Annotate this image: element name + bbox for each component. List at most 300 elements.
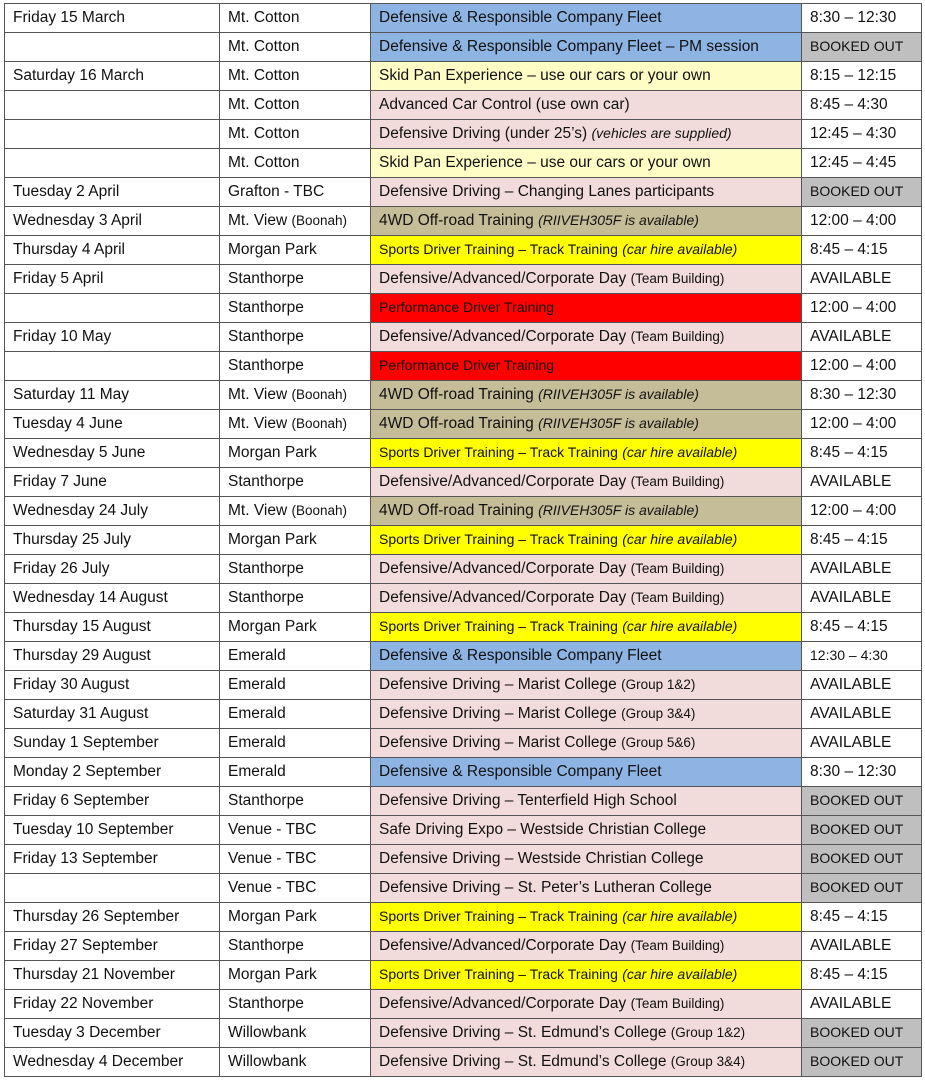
course-text: Defensive Driving – Marist College	[379, 705, 617, 722]
table-row	[5, 613, 922, 642]
table-row	[5, 4, 922, 33]
booked-out-badge: BOOKED OUT	[810, 821, 904, 837]
course-cell	[371, 1019, 802, 1048]
course-note: (Team Building)	[630, 996, 725, 1011]
date-cell	[5, 990, 220, 1019]
course-note: (RIIVEH305F is available)	[538, 502, 699, 518]
venue-note: (Boonah)	[291, 416, 348, 431]
course-text: Defensive/Advanced/Corporate Day	[379, 937, 627, 954]
time-cell	[802, 555, 922, 584]
table-row	[5, 526, 922, 555]
date-text: Thursday 25 July	[13, 531, 132, 548]
table-row	[5, 787, 922, 816]
time-cell	[802, 381, 922, 410]
time-text: 8:30 – 12:30	[810, 386, 897, 403]
course-note: (car hire available)	[622, 618, 738, 634]
venue-cell	[220, 120, 371, 149]
date-cell	[5, 207, 220, 236]
date-cell	[5, 236, 220, 265]
course-cell	[371, 149, 802, 178]
time-cell	[802, 323, 922, 352]
venue-cell	[220, 381, 371, 410]
time-cell	[802, 497, 922, 526]
date-text: Friday 6 September	[13, 792, 150, 809]
venue-cell	[220, 62, 371, 91]
venue-text: Venue - TBC	[228, 879, 317, 896]
venue-text: Morgan Park	[228, 444, 317, 461]
venue-cell	[220, 671, 371, 700]
table-row	[5, 178, 922, 207]
venue-text: Mt. Cotton	[228, 125, 300, 142]
time-text: 12:00 – 4:00	[810, 502, 897, 519]
course-text: Defensive/Advanced/Corporate Day	[379, 473, 627, 490]
venue-text: Mt. Cotton	[228, 9, 300, 26]
venue-text: Morgan Park	[228, 618, 317, 635]
venue-cell	[220, 584, 371, 613]
course-note: (Team Building)	[630, 938, 725, 953]
time-cell	[802, 120, 922, 149]
date-cell	[5, 584, 220, 613]
course-note: (Group 1&2)	[621, 677, 696, 692]
course-text: Defensive/Advanced/Corporate Day	[379, 560, 627, 577]
venue-text: Stanthorpe	[228, 792, 304, 809]
course-note: (Team Building)	[630, 271, 725, 286]
date-cell	[5, 323, 220, 352]
date-text: Wednesday 5 June	[13, 444, 146, 461]
course-note: (vehicles are supplied)	[591, 125, 732, 141]
venue-text: Morgan Park	[228, 531, 317, 548]
date-cell	[5, 120, 220, 149]
course-note: (car hire available)	[622, 444, 738, 460]
course-note: (Group 1&2)	[670, 1025, 746, 1040]
course-cell	[371, 903, 802, 932]
time-cell	[802, 265, 922, 294]
available-status: AVAILABLE	[810, 560, 892, 577]
time-text: 12:45 – 4:45	[810, 154, 897, 171]
date-text: Saturday 11 May	[13, 386, 130, 403]
course-text: Performance Driver Training	[379, 299, 555, 315]
date-cell	[5, 903, 220, 932]
time-cell	[802, 294, 922, 323]
course-note: (Team Building)	[630, 590, 725, 605]
date-cell	[5, 526, 220, 555]
date-text: Thursday 29 August	[13, 647, 151, 664]
course-cell	[371, 410, 802, 439]
venue-cell	[220, 787, 371, 816]
course-text: Defensive & Responsible Company Fleet	[379, 9, 662, 26]
venue-cell	[220, 352, 371, 381]
venue-text: Mt. Cotton	[228, 38, 300, 55]
time-cell	[802, 236, 922, 265]
date-text: Thursday 15 August	[13, 618, 151, 635]
venue-cell	[220, 294, 371, 323]
venue-text: Grafton - TBC	[228, 183, 325, 200]
venue-note: (Boonah)	[291, 387, 348, 402]
venue-cell	[220, 816, 371, 845]
available-status: AVAILABLE	[810, 328, 892, 345]
table-row	[5, 932, 922, 961]
course-text: Skid Pan Experience – use our cars or your own	[379, 154, 711, 171]
venue-cell	[220, 642, 371, 671]
course-text: Defensive & Responsible Company Fleet	[379, 763, 662, 780]
course-text: Defensive/Advanced/Corporate Day	[379, 995, 627, 1012]
table-row	[5, 700, 922, 729]
time-cell	[802, 207, 922, 236]
available-status: AVAILABLE	[810, 676, 892, 693]
available-status: AVAILABLE	[810, 270, 892, 287]
time-cell	[802, 671, 922, 700]
date-text: Friday 22 November	[13, 995, 154, 1012]
course-note: (Team Building)	[630, 474, 725, 489]
course-text: Defensive Driving – Changing Lanes participants	[379, 183, 715, 200]
course-text: Defensive Driving – St. Edmund’s College	[379, 1024, 667, 1041]
date-cell	[5, 294, 220, 323]
course-cell	[371, 323, 802, 352]
booked-out-badge: BOOKED OUT	[810, 1024, 904, 1040]
table-row	[5, 758, 922, 787]
course-note: (Group 3&4)	[621, 706, 696, 721]
course-note: (Group 3&4)	[670, 1054, 746, 1069]
date-text: Thursday 4 April	[13, 241, 125, 258]
course-text: Performance Driver Training	[379, 357, 555, 373]
venue-text: Stanthorpe	[228, 589, 304, 606]
course-cell	[371, 932, 802, 961]
date-text: Friday 10 May	[13, 328, 112, 345]
course-text: Defensive/Advanced/Corporate Day	[379, 589, 627, 606]
venue-cell	[220, 555, 371, 584]
time-cell	[802, 961, 922, 990]
table-row	[5, 468, 922, 497]
course-text: Defensive/Advanced/Corporate Day	[379, 270, 627, 287]
venue-cell	[220, 33, 371, 62]
time-text: 12:45 – 4:30	[810, 125, 897, 142]
venue-cell	[220, 903, 371, 932]
course-cell	[371, 265, 802, 294]
venue-cell	[220, 439, 371, 468]
time-text: 8:45 – 4:15	[810, 618, 888, 635]
date-text: Friday 15 March	[13, 9, 125, 26]
venue-cell	[220, 613, 371, 642]
date-text: Saturday 16 March	[13, 67, 144, 84]
venue-cell	[220, 265, 371, 294]
date-cell	[5, 613, 220, 642]
booked-out-badge: BOOKED OUT	[810, 850, 904, 866]
venue-cell	[220, 729, 371, 758]
time-cell	[802, 1019, 922, 1048]
course-text: 4WD Off-road Training	[379, 386, 534, 403]
time-cell	[802, 816, 922, 845]
course-cell	[371, 961, 802, 990]
venue-text: Morgan Park	[228, 908, 317, 925]
course-cell	[371, 642, 802, 671]
course-text: Sports Driver Training – Track Training	[379, 908, 618, 924]
venue-cell	[220, 149, 371, 178]
course-cell	[371, 294, 802, 323]
course-cell	[371, 497, 802, 526]
venue-cell	[220, 323, 371, 352]
time-text: 8:30 – 12:30	[810, 763, 897, 780]
table-row	[5, 62, 922, 91]
booked-out-badge: BOOKED OUT	[810, 879, 904, 895]
venue-cell	[220, 468, 371, 497]
time-cell	[802, 91, 922, 120]
course-note: (RIIVEH305F is available)	[538, 212, 699, 228]
table-row	[5, 1048, 922, 1077]
date-text: Tuesday 10 September	[13, 821, 174, 838]
date-text: Friday 26 July	[13, 560, 110, 577]
schedule-body	[5, 4, 922, 1077]
date-text: Sunday 1 September	[13, 734, 159, 751]
venue-text: Venue - TBC	[228, 821, 317, 838]
date-text: Thursday 26 September	[13, 908, 180, 925]
date-cell	[5, 874, 220, 903]
date-cell	[5, 468, 220, 497]
time-cell	[802, 439, 922, 468]
table-row	[5, 294, 922, 323]
course-cell	[371, 207, 802, 236]
time-cell	[802, 584, 922, 613]
table-row	[5, 961, 922, 990]
time-cell	[802, 932, 922, 961]
time-text: 12:00 – 4:00	[810, 357, 897, 374]
venue-cell	[220, 932, 371, 961]
course-text: Defensive Driving (under 25’s)	[379, 125, 588, 142]
table-row	[5, 410, 922, 439]
venue-text: Stanthorpe	[228, 560, 304, 577]
date-cell	[5, 729, 220, 758]
date-cell	[5, 961, 220, 990]
date-cell	[5, 352, 220, 381]
time-text: 12:00 – 4:00	[810, 299, 897, 316]
course-text: Defensive Driving – Marist College	[379, 734, 617, 751]
available-status: AVAILABLE	[810, 473, 892, 490]
venue-text: Emerald	[228, 734, 286, 751]
date-text: Tuesday 2 April	[13, 183, 120, 200]
venue-cell	[220, 1048, 371, 1077]
available-status: AVAILABLE	[810, 995, 892, 1012]
table-row	[5, 642, 922, 671]
table-row	[5, 33, 922, 62]
time-text: 12:00 – 4:00	[810, 212, 897, 229]
table-row	[5, 990, 922, 1019]
venue-text: Willowbank	[228, 1024, 307, 1041]
date-text: Wednesday 4 December	[13, 1053, 184, 1070]
course-cell	[371, 671, 802, 700]
course-text: 4WD Off-road Training	[379, 415, 534, 432]
date-text: Friday 7 June	[13, 473, 107, 490]
table-row	[5, 671, 922, 700]
available-status: AVAILABLE	[810, 705, 892, 722]
course-note: (Team Building)	[630, 329, 725, 344]
table-row	[5, 555, 922, 584]
venue-text: Emerald	[228, 647, 286, 664]
course-cell	[371, 62, 802, 91]
venue-text: Emerald	[228, 705, 286, 722]
date-cell	[5, 671, 220, 700]
course-cell	[371, 613, 802, 642]
course-text: Sports Driver Training – Track Training	[379, 444, 618, 460]
date-cell	[5, 555, 220, 584]
course-cell	[371, 439, 802, 468]
course-cell	[371, 178, 802, 207]
booked-out-badge: BOOKED OUT	[810, 792, 904, 808]
table-row	[5, 265, 922, 294]
time-text: 8:45 – 4:15	[810, 241, 888, 258]
venue-cell	[220, 91, 371, 120]
time-cell	[802, 845, 922, 874]
date-cell	[5, 758, 220, 787]
table-row	[5, 323, 922, 352]
time-cell	[802, 178, 922, 207]
table-row	[5, 903, 922, 932]
venue-text: Stanthorpe	[228, 995, 304, 1012]
date-text: Wednesday 3 April	[13, 212, 142, 229]
venue-cell	[220, 1019, 371, 1048]
date-text: Thursday 21 November	[13, 966, 175, 983]
date-text: Friday 13 September	[13, 850, 158, 867]
date-cell	[5, 439, 220, 468]
time-cell	[802, 149, 922, 178]
table-row	[5, 207, 922, 236]
course-text: Defensive & Responsible Company Fleet – PM session	[379, 38, 759, 55]
table-row	[5, 1019, 922, 1048]
course-text: Defensive Driving – Westside Christian College	[379, 850, 704, 867]
date-cell	[5, 1048, 220, 1077]
time-cell	[802, 787, 922, 816]
date-cell	[5, 787, 220, 816]
venue-cell	[220, 236, 371, 265]
course-text: 4WD Off-road Training	[379, 212, 534, 229]
date-text: Friday 27 September	[13, 937, 158, 954]
course-note: (RIIVEH305F is available)	[538, 415, 699, 431]
date-cell	[5, 642, 220, 671]
date-text: Tuesday 4 June	[13, 415, 123, 432]
time-cell	[802, 729, 922, 758]
venue-text: Venue - TBC	[228, 850, 317, 867]
course-cell	[371, 1048, 802, 1077]
table-row	[5, 381, 922, 410]
course-text: Sports Driver Training – Track Training	[379, 531, 618, 547]
venue-cell	[220, 990, 371, 1019]
date-text: Friday 30 August	[13, 676, 130, 693]
course-cell	[371, 468, 802, 497]
available-status: AVAILABLE	[810, 734, 892, 751]
time-cell	[802, 4, 922, 33]
course-note: (Team Building)	[630, 561, 725, 576]
venue-cell	[220, 410, 371, 439]
venue-text: Emerald	[228, 763, 286, 780]
date-cell	[5, 4, 220, 33]
venue-cell	[220, 845, 371, 874]
time-text: 8:30 – 12:30	[810, 9, 897, 26]
course-cell	[371, 787, 802, 816]
venue-cell	[220, 700, 371, 729]
course-cell	[371, 990, 802, 1019]
available-status: AVAILABLE	[810, 589, 892, 606]
time-cell	[802, 758, 922, 787]
course-cell	[371, 352, 802, 381]
venue-text: Stanthorpe	[228, 357, 304, 374]
time-cell	[802, 874, 922, 903]
time-text: 8:45 – 4:15	[810, 908, 888, 925]
venue-text: Emerald	[228, 676, 286, 693]
date-cell	[5, 932, 220, 961]
course-text: Safe Driving Expo – Westside Christian College	[379, 821, 707, 838]
date-cell	[5, 33, 220, 62]
course-cell	[371, 4, 802, 33]
date-text: Wednesday 14 August	[13, 589, 168, 606]
time-text: 8:45 – 4:15	[810, 444, 888, 461]
table-row	[5, 120, 922, 149]
course-text: Defensive/Advanced/Corporate Day	[379, 328, 627, 345]
table-row	[5, 149, 922, 178]
course-cell	[371, 729, 802, 758]
venue-text: Mt. View	[228, 386, 288, 403]
date-text: Saturday 31 August	[13, 705, 149, 722]
course-cell	[371, 381, 802, 410]
course-cell	[371, 526, 802, 555]
venue-cell	[220, 207, 371, 236]
venue-cell	[220, 497, 371, 526]
venue-text: Morgan Park	[228, 241, 317, 258]
course-note: (car hire available)	[622, 908, 738, 924]
table-row	[5, 236, 922, 265]
venue-cell	[220, 961, 371, 990]
date-cell	[5, 149, 220, 178]
table-row	[5, 91, 922, 120]
venue-text: Mt. View	[228, 212, 288, 229]
time-cell	[802, 62, 922, 91]
course-note: (car hire available)	[622, 241, 738, 257]
table-row	[5, 584, 922, 613]
course-note: (RIIVEH305F is available)	[538, 386, 699, 402]
course-text: Defensive & Responsible Company Fleet	[379, 647, 662, 664]
venue-cell	[220, 526, 371, 555]
course-cell	[371, 33, 802, 62]
time-cell	[802, 700, 922, 729]
course-text: Sports Driver Training – Track Training	[379, 241, 618, 257]
course-cell	[371, 120, 802, 149]
time-cell	[802, 468, 922, 497]
date-cell	[5, 381, 220, 410]
date-text: Monday 2 September	[13, 763, 162, 780]
date-cell	[5, 410, 220, 439]
time-cell	[802, 903, 922, 932]
venue-text: Morgan Park	[228, 966, 317, 983]
date-cell	[5, 497, 220, 526]
date-cell	[5, 91, 220, 120]
course-text: Defensive Driving – St. Edmund’s College	[379, 1053, 667, 1070]
date-text: Tuesday 3 December	[13, 1024, 161, 1041]
date-cell	[5, 845, 220, 874]
venue-cell	[220, 758, 371, 787]
course-cell	[371, 700, 802, 729]
course-text: Defensive Driving – Marist College	[379, 676, 617, 693]
time-text: 12:30 – 4:30	[810, 647, 888, 663]
course-text: Sports Driver Training – Track Training	[379, 618, 618, 634]
date-cell	[5, 816, 220, 845]
date-cell	[5, 178, 220, 207]
table-row	[5, 845, 922, 874]
venue-text: Mt. Cotton	[228, 96, 300, 113]
course-cell	[371, 91, 802, 120]
time-cell	[802, 526, 922, 555]
course-cell	[371, 816, 802, 845]
course-cell	[371, 236, 802, 265]
venue-text: Mt. View	[228, 502, 288, 519]
venue-text: Stanthorpe	[228, 299, 304, 316]
time-cell	[802, 1048, 922, 1077]
